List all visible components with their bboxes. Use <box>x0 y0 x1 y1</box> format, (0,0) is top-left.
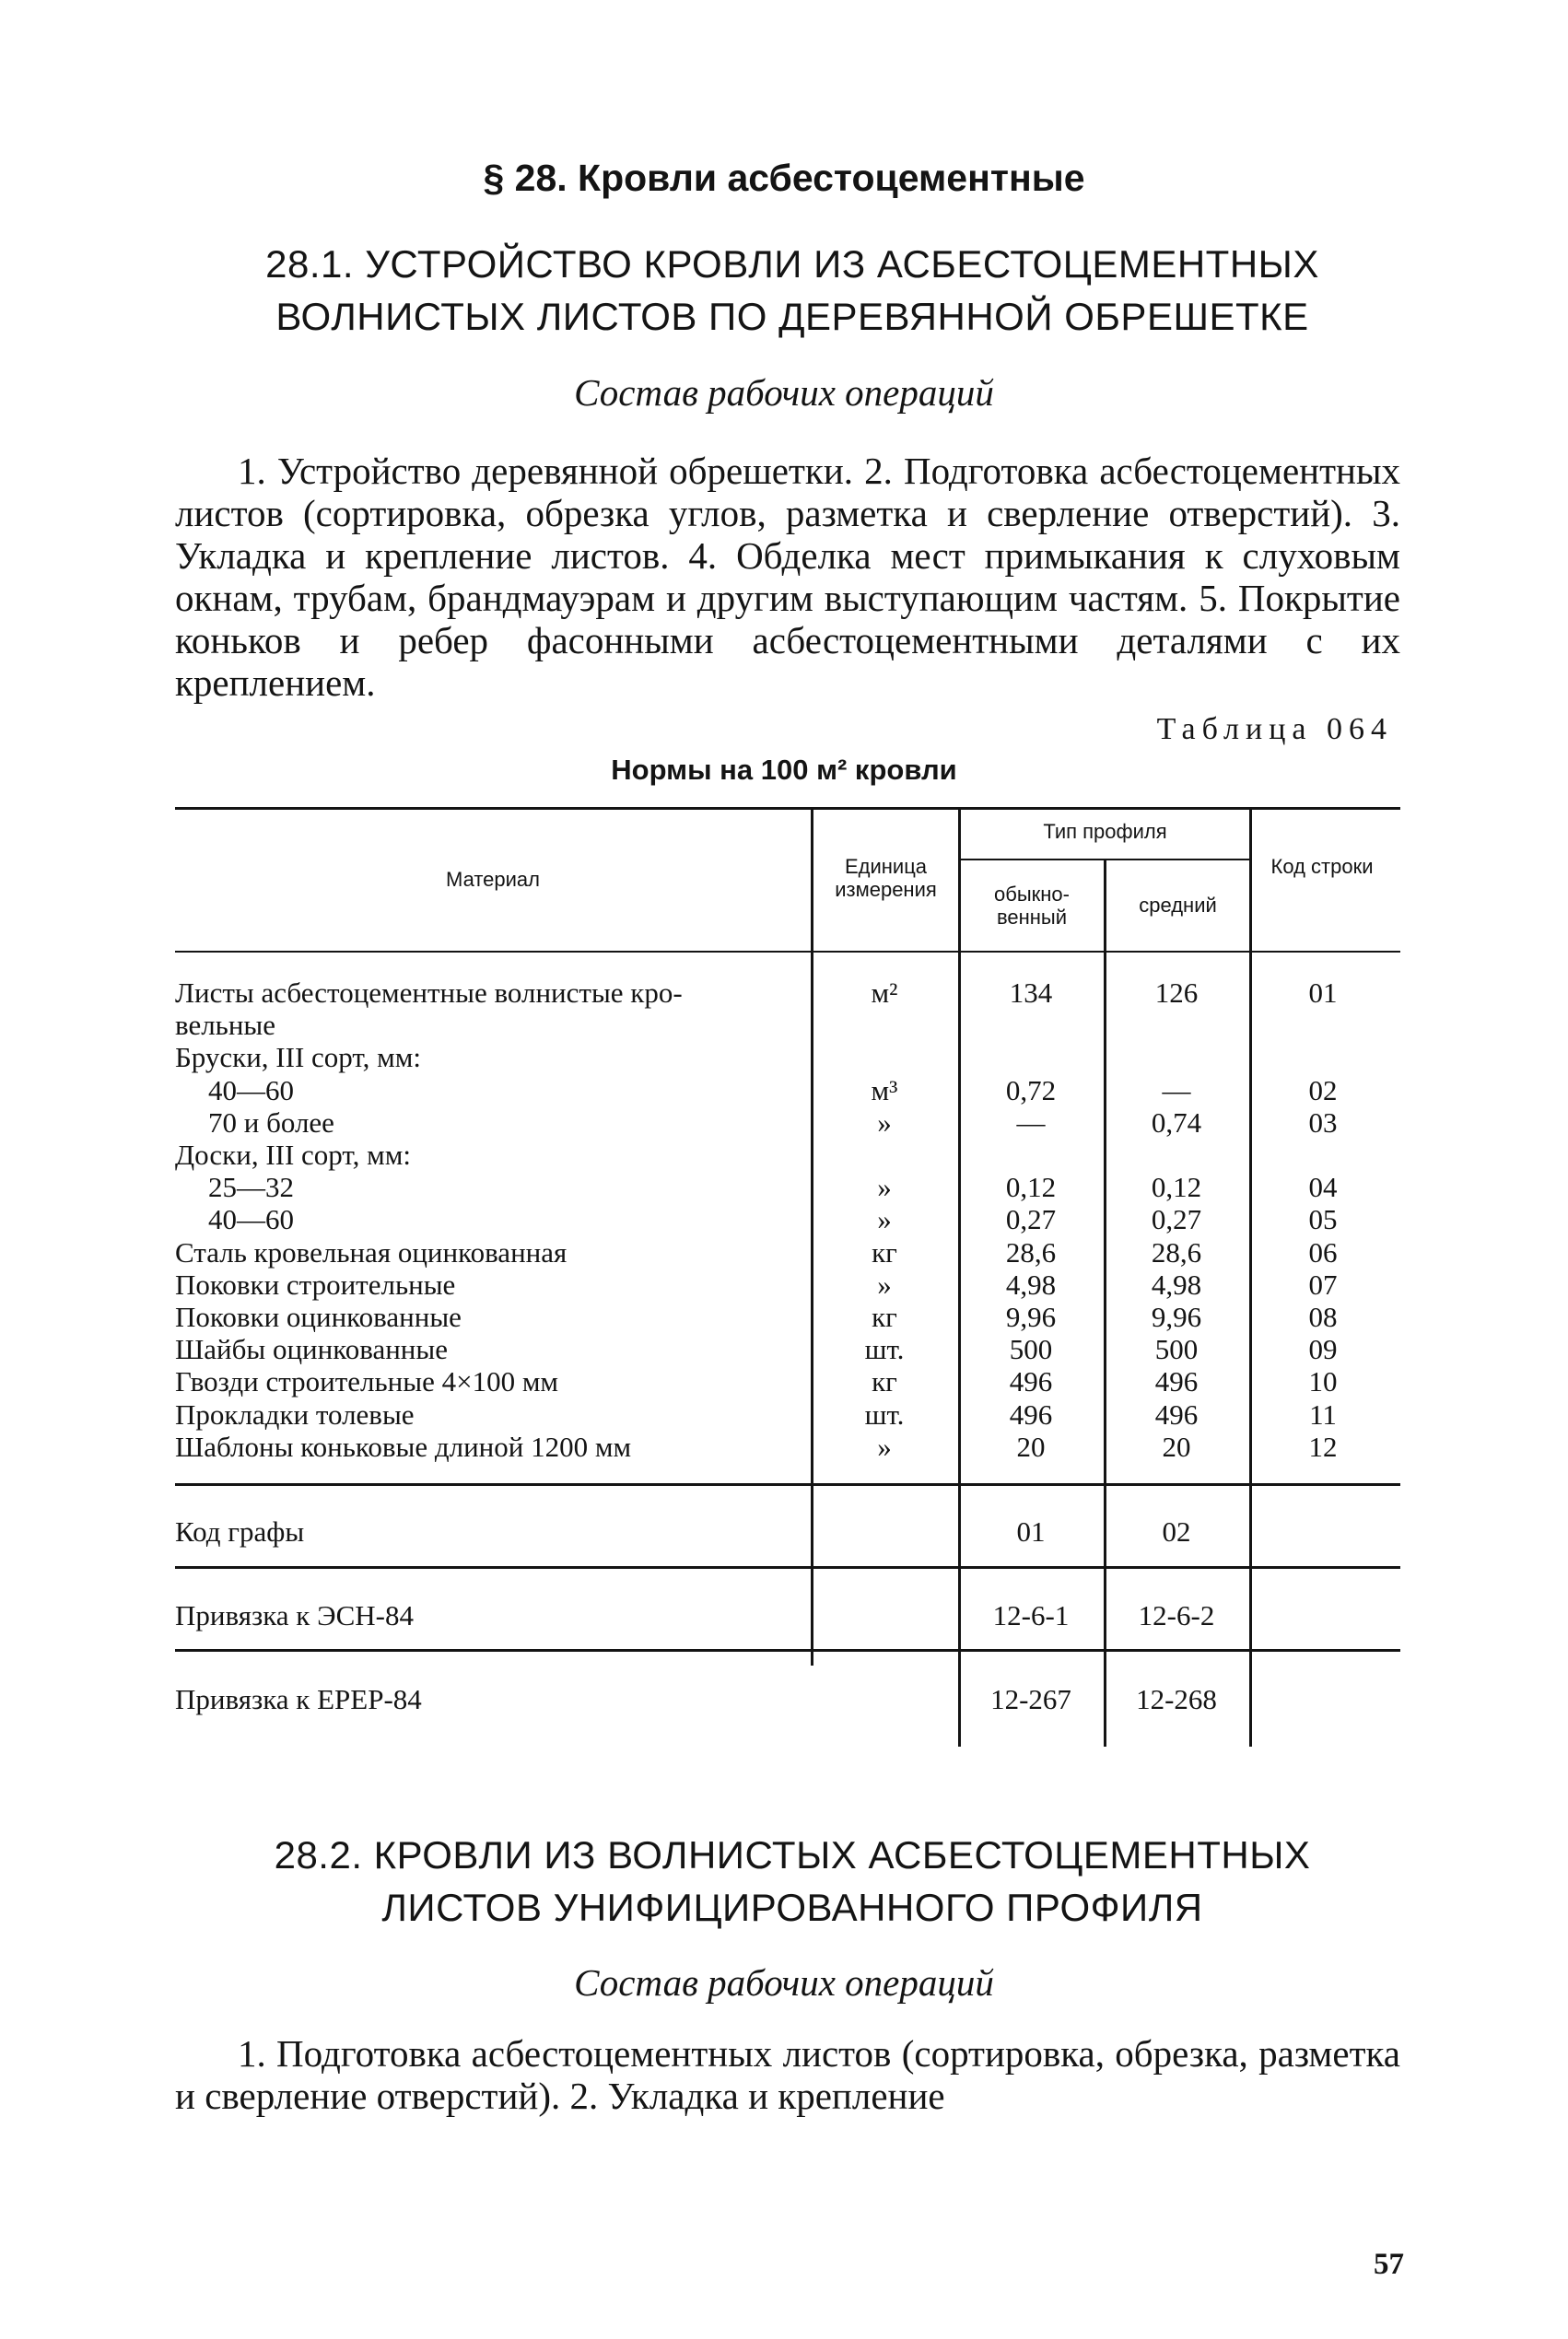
table-row-1-row-code: 01 <box>1308 977 1338 1009</box>
footer-esn-v1: 12-6-1 <box>992 1599 1070 1631</box>
subsection-1-title-line-1: 28.1. УСТРОЙСТВО КРОВЛИ ИЗ АСБЕСТОЦЕМЕНТНЫХ <box>265 242 1319 286</box>
table-row-11-value-regular: 9,96 <box>1005 1301 1057 1333</box>
body-bottom-rule <box>175 1483 1400 1486</box>
header-profile-regular: обыкно-венный <box>994 883 1070 929</box>
table-row-5-value-medium: 0,74 <box>1151 1106 1202 1139</box>
footer-erer-v2: 12-268 <box>1136 1683 1217 1715</box>
unit-col-foot-rule <box>811 1486 813 1666</box>
table-row-9-unit: кг <box>872 1236 897 1269</box>
footer-label-erer: Привязка к ЕРЕР-84 <box>175 1683 422 1715</box>
table-row-4-unit: м³ <box>871 1074 898 1106</box>
table-row-14-unit: шт. <box>864 1398 905 1431</box>
subsection-1-title-line-2: ВОЛНИСТЫХ ЛИСТОВ ПО ДЕРЕВЯННОЙ ОБРЕШЕТКЕ <box>275 295 1309 338</box>
table-row-12-value-regular: 500 <box>1009 1333 1053 1365</box>
table-row-4-value-regular: 0,72 <box>1005 1074 1057 1106</box>
footer-rule-2 <box>175 1649 1400 1652</box>
table-row-8-material: 40—60 <box>208 1203 294 1235</box>
footer-rule-1 <box>175 1566 1400 1569</box>
table-row-1-unit: м² <box>871 977 898 1009</box>
table-row-6-material: Доски, III сорт, мм: <box>175 1139 411 1171</box>
footer-column-code-v2: 02 <box>1162 1515 1191 1548</box>
header-profile-type: Тип профиля <box>1043 820 1167 843</box>
table-row-10-material: Поковки строительные <box>175 1269 456 1301</box>
table-row-5-value-regular: — <box>1016 1106 1046 1139</box>
subsection-2-ops-heading: Состав рабочих операций <box>574 1961 994 2004</box>
table-row-12-unit: шт. <box>864 1333 905 1365</box>
table-row-14-value-regular: 496 <box>1009 1398 1053 1431</box>
table-row-10-unit: » <box>877 1269 892 1301</box>
table-row-11-unit: кг <box>872 1301 897 1333</box>
table-row-8-value-medium: 0,27 <box>1151 1203 1202 1235</box>
subsection-2-title-line-2: ЛИСТОВ УНИФИЦИРОВАННОГО ПРОФИЛЯ <box>381 1886 1203 1929</box>
subsection-2-title <box>175 1829 1410 1934</box>
table-row-12-value-medium: 500 <box>1154 1333 1199 1365</box>
header-bottom-rule <box>175 951 1400 953</box>
table-row-14-row-code: 11 <box>1309 1398 1337 1431</box>
table-row-5-material: 70 и более <box>208 1106 334 1139</box>
table-row-14-value-medium: 496 <box>1154 1398 1199 1431</box>
table-caption: Нормы на 100 м² кровли <box>611 754 957 786</box>
table-row-4-value-medium: — <box>1162 1074 1191 1106</box>
table-row-1-material: Листы асбестоцементные волнистые кро- <box>175 977 683 1009</box>
footer-esn-v2: 12-6-2 <box>1138 1599 1215 1631</box>
table-row-14-material: Прокладки толевые <box>175 1398 415 1431</box>
table-row-15-material: Шаблоны коньковые длиной 1200 мм <box>175 1431 632 1463</box>
table-row-9-value-medium: 28,6 <box>1151 1236 1202 1269</box>
table-row-8-value-regular: 0,27 <box>1005 1203 1057 1235</box>
table-row-5-row-code: 03 <box>1308 1106 1338 1139</box>
table-row-7-value-medium: 0,12 <box>1151 1171 1202 1203</box>
page-number: 57 <box>1374 2248 1404 2281</box>
table-row-11-material: Поковки оцинкованные <box>175 1301 462 1333</box>
table-row-15-value-medium: 20 <box>1162 1431 1191 1463</box>
footer-column-code-v1: 01 <box>1016 1515 1046 1548</box>
table-row-10-value-medium: 4,98 <box>1151 1269 1202 1301</box>
table-row-13-material: Гвозди строительные 4×100 мм <box>175 1365 559 1398</box>
header-unit: Единица измерения <box>835 855 937 901</box>
table-row-13-unit: кг <box>872 1365 897 1398</box>
subsection-2-ops-text: 1. Подготовка асбестоцементных листов (сортировка, обрезка, разметка и сверление отверстий). 2. Укладка и крепление <box>175 2032 1400 2117</box>
header-row-code: Код строки <box>1270 855 1374 878</box>
table-row-7-unit: » <box>877 1171 892 1203</box>
footer-label-column-code: Код графы <box>175 1515 305 1548</box>
table-row-15-row-code: 12 <box>1308 1431 1338 1463</box>
table-top-rule <box>175 807 1400 810</box>
footer-erer-v1: 12-267 <box>990 1683 1071 1715</box>
table-row-5-unit: » <box>877 1106 892 1139</box>
table-row-3-material: Бруски, III сорт, мм: <box>175 1041 421 1073</box>
header-profile-medium: средний <box>1139 894 1217 917</box>
table-row-12-material: Шайбы оцинкованные <box>175 1333 448 1365</box>
table-row-9-value-regular: 28,6 <box>1005 1236 1057 1269</box>
subsection-1-title <box>175 238 1410 343</box>
header-material: Материал <box>446 868 540 891</box>
table-row-1-value-regular: 134 <box>1009 977 1053 1009</box>
table-row-2-material: вельные <box>175 1009 275 1041</box>
table-row-15-unit: » <box>877 1431 892 1463</box>
table-row-7-value-regular: 0,12 <box>1005 1171 1057 1203</box>
table-row-8-row-code: 05 <box>1308 1203 1338 1235</box>
subsection-2-title-line-1: 28.2. КРОВЛИ ИЗ ВОЛНИСТЫХ АСБЕСТОЦЕМЕНТНЫХ <box>274 1833 1311 1877</box>
table-row-7-row-code: 04 <box>1308 1171 1338 1203</box>
table-row-9-row-code: 06 <box>1308 1236 1338 1269</box>
table-row-15-value-regular: 20 <box>1016 1431 1046 1463</box>
table-row-13-row-code: 10 <box>1308 1365 1338 1398</box>
table-row-4-material: 40—60 <box>208 1074 294 1106</box>
table-row-13-value-medium: 496 <box>1154 1365 1199 1398</box>
profile-header-rule <box>958 859 1249 860</box>
table-row-7-material: 25—32 <box>208 1171 294 1203</box>
table-row-11-value-medium: 9,96 <box>1151 1301 1202 1333</box>
table-row-4-row-code: 02 <box>1308 1074 1338 1106</box>
table-row-13-value-regular: 496 <box>1009 1365 1053 1398</box>
table-row-12-row-code: 09 <box>1308 1333 1338 1365</box>
table-row-8-unit: » <box>877 1203 892 1235</box>
subsection-1-ops-heading: Состав рабочих операций <box>574 371 994 414</box>
table-row-10-value-regular: 4,98 <box>1005 1269 1057 1301</box>
table-row-11-row-code: 08 <box>1308 1301 1338 1333</box>
section-title: § 28. Кровли асбестоцементные <box>483 157 1085 199</box>
table-number: Таблица 064 <box>1156 712 1393 746</box>
table-row-1-value-medium: 126 <box>1154 977 1199 1009</box>
table-row-9-material: Сталь кровельная оцинкованная <box>175 1236 568 1269</box>
table-row-10-row-code: 07 <box>1308 1269 1338 1301</box>
footer-label-esn: Привязка к ЭСН-84 <box>175 1599 414 1631</box>
subsection-1-ops-text: 1. Устройство деревянной обрешетки. 2. Подготовка асбестоцементных листов (сортировка, обрезка углов, разметка и сверление отверстий). 3. Укладка и крепление листов. 4. Обделка мест примыкания к слуховым окнам, трубам, брандмауэрам и другим выступающим частям. 5. Покрытие коньков и ребер фасонными асбестоцементными деталями с их креплением. <box>175 450 1400 704</box>
